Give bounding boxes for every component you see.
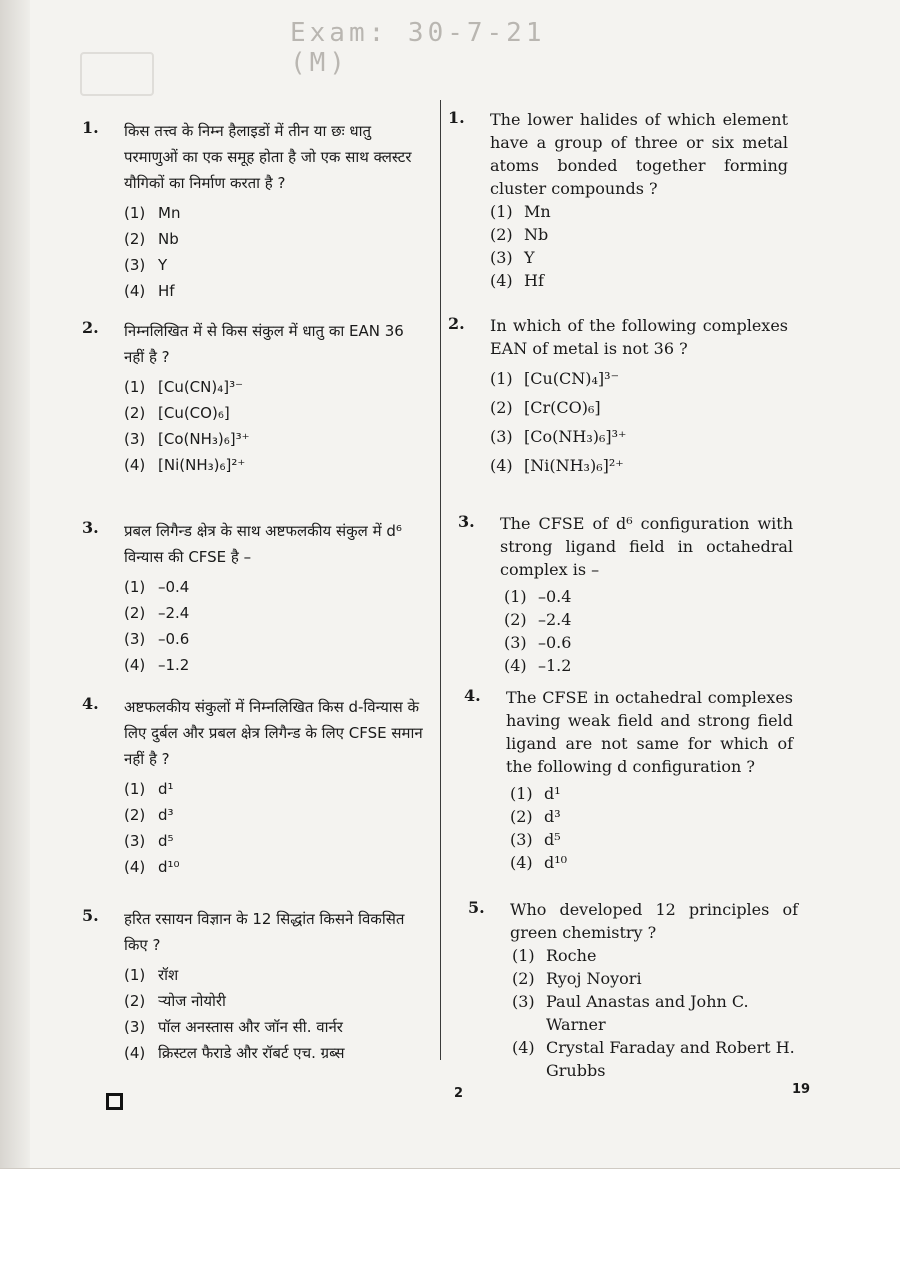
question-hi-4 bbox=[82, 694, 427, 880]
option-text: Hf bbox=[158, 282, 175, 300]
option-3 bbox=[490, 422, 788, 451]
option-label: (2) bbox=[124, 992, 146, 1010]
option-text: –0.6 bbox=[158, 630, 190, 648]
question-text: किस तत्त्व के निम्न हैलाइडों में तीन या छः धातु परमाणुओं का एक समूह होता है जो एक साथ क्लस्टर यौगिकों का निर्माण करता है ? bbox=[124, 122, 412, 192]
option-4 bbox=[512, 1036, 798, 1082]
option-text: d⁵ bbox=[544, 830, 561, 849]
question-number: 5. bbox=[82, 906, 99, 925]
faint-stamp bbox=[80, 52, 154, 96]
option-3 bbox=[124, 626, 427, 652]
option-label: (4) bbox=[490, 271, 513, 290]
option-text: d¹ bbox=[158, 780, 174, 798]
option-label: (4) bbox=[124, 456, 146, 474]
question-text: Who developed 12 principles of green chemistry ? bbox=[510, 900, 798, 942]
option-label: (1) bbox=[124, 578, 146, 596]
question-hi-2 bbox=[82, 318, 427, 478]
option-3 bbox=[124, 1014, 427, 1040]
option-3 bbox=[124, 426, 427, 452]
option-label: (1) bbox=[124, 966, 146, 984]
option-2 bbox=[124, 226, 427, 252]
option-2 bbox=[504, 608, 793, 631]
option-text: [Co(NH₃)₆]³⁺ bbox=[524, 427, 627, 446]
option-4 bbox=[490, 269, 788, 292]
options bbox=[504, 585, 793, 677]
option-1 bbox=[124, 200, 427, 226]
option-1 bbox=[504, 585, 793, 608]
option-text: d¹⁰ bbox=[544, 853, 568, 872]
handwritten-note: Exam: 30-7-21 (M) bbox=[290, 18, 546, 78]
question-number: 1. bbox=[448, 108, 465, 127]
scan-edge-shadow bbox=[0, 0, 30, 1168]
option-text: –0.4 bbox=[538, 587, 572, 606]
option-text: Paul Anastas and John C. Warner bbox=[546, 992, 749, 1034]
option-text: d¹ bbox=[544, 784, 561, 803]
option-3 bbox=[510, 828, 793, 851]
question-text: The lower halides of which element have a group of three or six metal atoms bonded together forming cluster compounds ? bbox=[490, 110, 788, 198]
option-label: (1) bbox=[510, 784, 533, 803]
option-text: Y bbox=[158, 256, 168, 274]
question-hi-1 bbox=[82, 118, 427, 304]
option-label: (3) bbox=[124, 430, 146, 448]
question-en-4 bbox=[448, 686, 793, 874]
question-number: 3. bbox=[458, 512, 475, 531]
option-text: र्‍योज नोयोरी bbox=[158, 992, 226, 1010]
option-text: [Ni(NH₃)₆]²⁺ bbox=[524, 456, 624, 475]
option-label: (3) bbox=[124, 1018, 146, 1036]
option-4 bbox=[124, 278, 427, 304]
options bbox=[510, 782, 793, 874]
option-text: –0.4 bbox=[158, 578, 190, 596]
option-text: पॉल अनस्तास और जॉन सी. वार्नर bbox=[158, 1018, 343, 1036]
option-text: Mn bbox=[158, 204, 181, 222]
question-hi-5 bbox=[82, 906, 427, 1066]
option-label: (2) bbox=[124, 404, 146, 422]
option-1 bbox=[490, 364, 788, 393]
option-text: –2.4 bbox=[538, 610, 572, 629]
option-2 bbox=[512, 967, 798, 990]
question-hi-3 bbox=[82, 518, 427, 678]
option-4 bbox=[490, 451, 788, 480]
options bbox=[490, 200, 788, 292]
option-1 bbox=[124, 374, 427, 400]
option-4 bbox=[124, 452, 427, 478]
option-2 bbox=[124, 600, 427, 626]
column-divider bbox=[440, 100, 441, 1060]
option-text: [Cu(CN)₄]³⁻ bbox=[524, 369, 620, 388]
option-2 bbox=[124, 988, 427, 1014]
option-text: –1.2 bbox=[538, 656, 572, 675]
page-number-center: 2 bbox=[454, 1086, 464, 1101]
option-4 bbox=[124, 854, 427, 880]
option-3 bbox=[124, 828, 427, 854]
page-number-right: 19 bbox=[792, 1082, 811, 1097]
question-number: 4. bbox=[82, 694, 99, 713]
option-text: [Co(NH₃)₆]³⁺ bbox=[158, 430, 250, 448]
question-number: 2. bbox=[82, 318, 99, 337]
option-text: Nb bbox=[158, 230, 179, 248]
option-label: (2) bbox=[512, 969, 535, 988]
option-label: (1) bbox=[124, 780, 146, 798]
option-label: (3) bbox=[504, 633, 527, 652]
option-2 bbox=[124, 400, 427, 426]
option-text: –1.2 bbox=[158, 656, 190, 674]
options bbox=[124, 776, 427, 880]
option-text: d¹⁰ bbox=[158, 858, 180, 876]
option-text: d⁵ bbox=[158, 832, 174, 850]
option-label: (1) bbox=[490, 369, 513, 388]
question-text: The CFSE of d⁶ configuration with strong ligand field in octahedral complex is – bbox=[500, 514, 793, 579]
option-1 bbox=[124, 776, 427, 802]
corner-square-icon bbox=[106, 1093, 123, 1110]
question-number: 2. bbox=[448, 314, 465, 333]
question-number: 4. bbox=[464, 686, 481, 705]
option-1 bbox=[124, 962, 427, 988]
question-text: अष्टफलकीय संकुलों में निम्नलिखित किस d-विन्यास के लिए दुर्बल और प्रबल क्षेत्र लिगैन्ड के लिए CFSE समान नहीं है ? bbox=[124, 698, 423, 768]
option-label: (1) bbox=[504, 587, 527, 606]
option-4 bbox=[504, 654, 793, 677]
question-number: 5. bbox=[468, 898, 485, 917]
option-text: Mn bbox=[524, 202, 551, 221]
option-text: [Cu(CN)₄]³⁻ bbox=[158, 378, 244, 396]
question-text: प्रबल लिगैन्ड क्षेत्र के साथ अष्टफलकीय संकुल में d⁶ विन्यास की CFSE है – bbox=[124, 522, 402, 566]
question-number: 1. bbox=[82, 118, 99, 137]
option-label: (2) bbox=[504, 610, 527, 629]
option-label: (1) bbox=[490, 202, 513, 221]
option-label: (2) bbox=[124, 604, 146, 622]
option-label: (4) bbox=[490, 456, 513, 475]
question-text: In which of the following complexes EAN of metal is not 36 ? bbox=[490, 316, 788, 358]
option-label: (3) bbox=[124, 256, 146, 274]
option-1 bbox=[512, 944, 798, 967]
option-label: (3) bbox=[512, 992, 535, 1011]
option-label: (1) bbox=[512, 946, 535, 965]
option-text: Crystal Faraday and Robert H. Grubbs bbox=[546, 1038, 795, 1080]
option-1 bbox=[124, 574, 427, 600]
option-2 bbox=[124, 802, 427, 828]
option-3 bbox=[504, 631, 793, 654]
option-text: d³ bbox=[544, 807, 561, 826]
option-2 bbox=[490, 393, 788, 422]
option-text: Ryoj Noyori bbox=[546, 969, 642, 988]
option-text: Hf bbox=[524, 271, 544, 290]
option-text: d³ bbox=[158, 806, 174, 824]
option-text: Roche bbox=[546, 946, 597, 965]
option-text: Y bbox=[524, 248, 535, 267]
option-3 bbox=[512, 990, 798, 1036]
option-label: (2) bbox=[490, 398, 513, 417]
option-1 bbox=[510, 782, 793, 805]
option-label: (4) bbox=[124, 858, 146, 876]
option-text: [Cr(CO)₆] bbox=[524, 398, 601, 417]
option-label: (3) bbox=[124, 832, 146, 850]
option-label: (3) bbox=[490, 427, 513, 446]
question-en-5 bbox=[448, 898, 798, 1082]
option-label: (2) bbox=[510, 807, 533, 826]
option-4 bbox=[124, 652, 427, 678]
option-label: (4) bbox=[504, 656, 527, 675]
option-2 bbox=[490, 223, 788, 246]
options bbox=[124, 200, 427, 304]
question-en-2 bbox=[448, 314, 788, 480]
option-text: [Cu(CO)₆] bbox=[158, 404, 230, 422]
option-label: (3) bbox=[510, 830, 533, 849]
option-text: Nb bbox=[524, 225, 549, 244]
option-4 bbox=[124, 1040, 427, 1066]
question-en-1 bbox=[448, 108, 788, 292]
option-text: रॉश bbox=[158, 966, 179, 984]
option-label: (4) bbox=[124, 1044, 146, 1062]
option-label: (1) bbox=[124, 204, 146, 222]
options bbox=[490, 364, 788, 480]
option-label: (4) bbox=[512, 1038, 535, 1057]
option-1 bbox=[490, 200, 788, 223]
option-label: (1) bbox=[124, 378, 146, 396]
question-text: हरित रसायन विज्ञान के 12 सिद्धांत किसने विकसित किए ? bbox=[124, 910, 405, 954]
option-label: (4) bbox=[510, 853, 533, 872]
question-number: 3. bbox=[82, 518, 99, 537]
question-text: The CFSE in octahedral complexes having weak field and strong field ligand are not same for which of the following d configuration ? bbox=[506, 688, 793, 776]
options bbox=[124, 962, 427, 1066]
option-2 bbox=[510, 805, 793, 828]
option-label: (4) bbox=[124, 656, 146, 674]
option-3 bbox=[490, 246, 788, 269]
option-label: (4) bbox=[124, 282, 146, 300]
option-label: (3) bbox=[124, 630, 146, 648]
option-3 bbox=[124, 252, 427, 278]
options bbox=[124, 374, 427, 478]
options bbox=[512, 944, 798, 1082]
option-text: –0.6 bbox=[538, 633, 572, 652]
option-4 bbox=[510, 851, 793, 874]
question-en-3 bbox=[448, 512, 793, 677]
option-text: –2.4 bbox=[158, 604, 190, 622]
option-label: (2) bbox=[124, 806, 146, 824]
option-label: (3) bbox=[490, 248, 513, 267]
options bbox=[124, 574, 427, 678]
option-text: [Ni(NH₃)₆]²⁺ bbox=[158, 456, 246, 474]
option-label: (2) bbox=[124, 230, 146, 248]
question-text: निम्नलिखित में से किस संकुल में धातु का EAN 36 नहीं है ? bbox=[124, 322, 404, 366]
option-label: (2) bbox=[490, 225, 513, 244]
option-text: क्रिस्टल फैराडे और रॉबर्ट एच. ग्रब्स bbox=[158, 1044, 345, 1062]
